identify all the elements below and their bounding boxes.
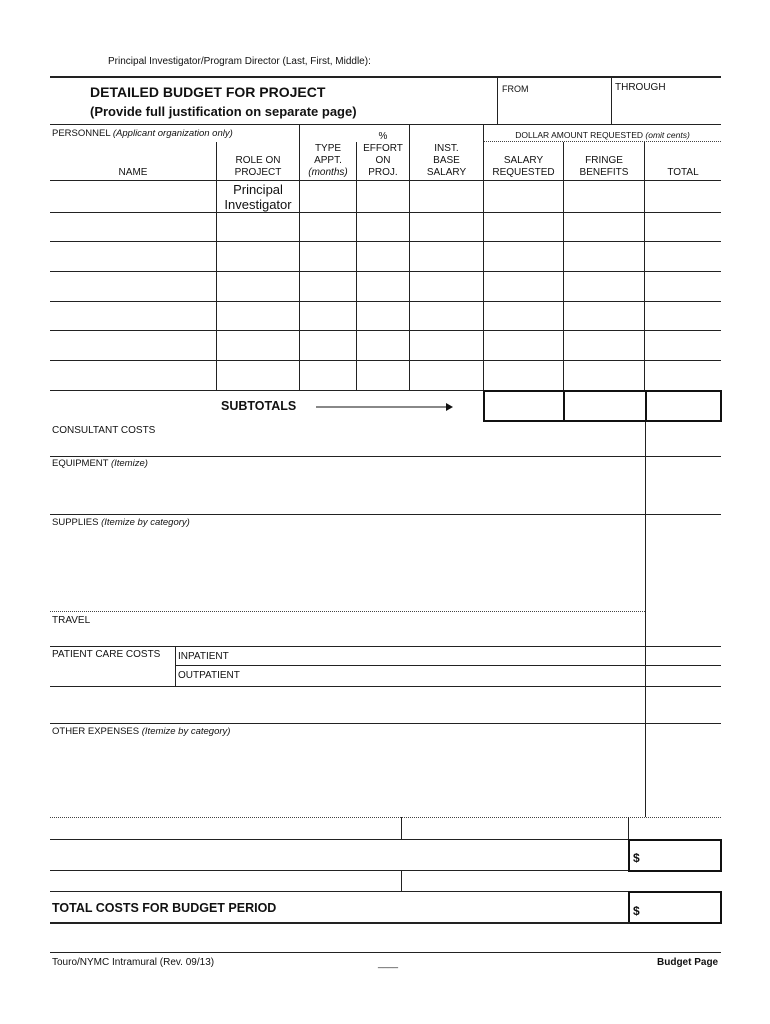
dollar-sign: $: [633, 851, 640, 865]
col-effort-2: EFFORT: [363, 143, 403, 154]
travel-amount-field[interactable]: [646, 612, 720, 645]
grid-col-line: [644, 142, 645, 390]
personnel-label-text: PERSONNEL: [52, 128, 111, 139]
grid-col-line: [483, 124, 484, 390]
section-rule: [50, 686, 721, 687]
direct-costs-amount-field[interactable]: [628, 839, 722, 872]
col-type-3: (months): [308, 167, 348, 178]
col-inst-1: INST.: [434, 143, 459, 154]
from-label: FROM: [502, 84, 529, 94]
page-label: Budget Page: [657, 957, 719, 968]
page-number-marker: ____: [377, 958, 399, 968]
consultant-label: CONSULTANT COSTS: [52, 425, 156, 436]
through-date-field[interactable]: [612, 95, 720, 123]
total-subtotal-field[interactable]: [645, 390, 722, 422]
first-row-role-2: Investigator: [224, 197, 292, 212]
col-salary-2: REQUESTED: [492, 167, 555, 178]
pi-label: Principal Investigator/Program Director (Last, First, Middle):: [108, 56, 371, 67]
form-id: Touro/NYMC Intramural (Rev. 09/13): [52, 957, 215, 968]
personnel-name-field[interactable]: [51, 213, 215, 240]
personnel-label: [52, 128, 233, 140]
section-rule: [50, 646, 721, 647]
inpatient-label: INPATIENT: [178, 651, 229, 662]
dollar-amount-header: [484, 129, 721, 141]
outpatient-amount-field[interactable]: [646, 666, 720, 685]
totals-rule: [50, 870, 628, 871]
dollar-header-text: DOLLAR AMOUNT REQUESTED: [515, 130, 644, 140]
other-label-text: OTHER EXPENSES: [52, 726, 140, 737]
col-effort-1: %: [378, 131, 388, 142]
patient-care-divider: [175, 646, 176, 686]
consultant-amount-field[interactable]: [646, 423, 720, 455]
form-subtitle: (Provide full justification on separate page): [90, 104, 357, 119]
footer-rule: [50, 952, 721, 953]
header-bottom-rule: [50, 124, 721, 125]
supplies-label-note: (Itemize by category): [101, 517, 190, 528]
col-role-1: ROLE ON: [235, 155, 281, 166]
grid-col-line: [216, 142, 217, 390]
col-type-2: APPT.: [314, 155, 342, 166]
col-salary-1: SALARY: [503, 155, 544, 166]
outpatient-label: OUTPATIENT: [178, 670, 240, 681]
section-rule: [50, 723, 721, 724]
col-total: TOTAL: [667, 167, 699, 178]
travel-label: TRAVEL: [52, 615, 91, 626]
patient-care-label: PATIENT CARE COSTS: [52, 649, 161, 660]
col-inst-3: SALARY: [426, 167, 467, 178]
through-label: THROUGH: [615, 82, 666, 93]
personnel-name-field[interactable]: [51, 242, 215, 270]
equipment-label-note: (Itemize): [110, 458, 148, 469]
totals-divider: [401, 870, 402, 891]
dollar-header-rule: [484, 141, 721, 142]
salary-subtotal-field[interactable]: [483, 390, 565, 422]
other-expenses-amount-field[interactable]: [646, 724, 720, 816]
personnel-name-field[interactable]: [51, 181, 215, 211]
inpatient-rule: [175, 665, 721, 666]
grid-col-line: [299, 124, 300, 390]
supplies-amount-field[interactable]: [646, 515, 720, 610]
dollar-sign: $: [633, 904, 640, 918]
col-role-2: PROJECT: [234, 167, 282, 178]
totals-rule: [50, 891, 628, 892]
form-title: DETAILED BUDGET FOR PROJECT: [90, 84, 326, 100]
totals-divider: [628, 817, 629, 839]
total-costs-amount-field[interactable]: [628, 891, 722, 924]
col-fringe-2: BENEFITS: [579, 167, 629, 178]
inpatient-amount-field[interactable]: [646, 647, 720, 664]
totals-divider: [401, 817, 402, 839]
totals-top-rule: [50, 817, 721, 818]
totals-rule: [50, 839, 628, 840]
section-rule: [50, 514, 721, 515]
section-rule: [50, 611, 645, 612]
col-inst-2: BASE: [433, 155, 460, 166]
col-effort-4: PROJ.: [368, 167, 398, 178]
total-costs-label: TOTAL COSTS FOR BUDGET PERIOD: [52, 901, 277, 915]
grid-col-line: [356, 142, 357, 390]
arrow-right-icon: [316, 401, 454, 413]
grid-line: [50, 390, 484, 391]
personnel-name-field[interactable]: [51, 331, 215, 359]
col-fringe-1: FRINGE: [585, 155, 623, 166]
other-label-note: (Itemize by category): [141, 726, 231, 737]
personnel-name-field[interactable]: [51, 302, 215, 329]
first-row-role-1: Principal: [233, 182, 283, 197]
col-type-1: TYPE: [314, 143, 342, 154]
grid-col-line: [563, 142, 564, 390]
section-rule: [50, 456, 721, 457]
col-name: NAME: [118, 167, 148, 178]
col-effort-3: ON: [375, 155, 391, 166]
dollar-header-note: (omit cents): [645, 130, 690, 140]
supplies-label-text: SUPPLIES: [52, 517, 99, 528]
from-date-field[interactable]: [497, 95, 611, 123]
subtotals-label: SUBTOTALS: [221, 399, 297, 413]
personnel-label-note: (Applicant organization only): [112, 128, 233, 139]
header-top-rule: [50, 76, 721, 78]
equipment-label: [52, 458, 148, 470]
equipment-label-text: EQUIPMENT: [52, 458, 109, 469]
personnel-name-field[interactable]: [51, 272, 215, 300]
personnel-name-field[interactable]: [51, 361, 215, 389]
supplies-label: [52, 517, 190, 529]
equipment-amount-field[interactable]: [646, 457, 720, 513]
totals-bottom-rule: [50, 922, 630, 924]
fringe-subtotal-field[interactable]: [563, 390, 647, 422]
grid-col-line: [409, 124, 410, 390]
other-expenses-label: [52, 726, 230, 738]
